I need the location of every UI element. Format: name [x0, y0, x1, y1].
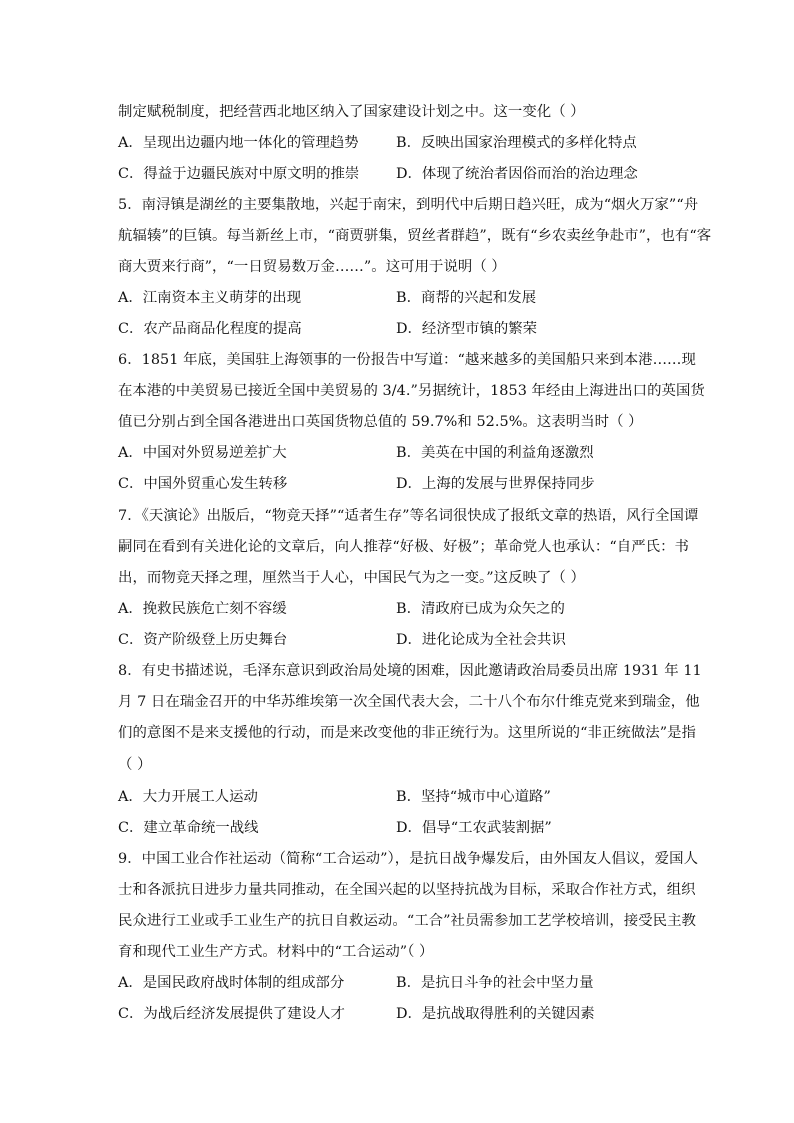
q4-option-b[interactable]: B．反映出国家治理模式的多样化特点: [396, 135, 637, 151]
q8-option-c[interactable]: C．建立革命统一战线: [118, 820, 259, 836]
q5-option-b[interactable]: B．商帮的兴起和发展: [396, 290, 537, 306]
q5-option-d[interactable]: D．经济型市镇的繁荣: [396, 321, 538, 337]
q5-stem-line-2: 航辐辏”的巨镇。每当新丝上市，“商贾骈集，贸丝者群趋”，既有“乡农卖丝争赴市”，也有“客: [118, 228, 712, 244]
q8-option-b[interactable]: B．坚持“城市中心道路”: [396, 789, 551, 805]
q8-options-row-1: [118, 787, 678, 807]
q9-stem-line-4: 育和现代工业生产方式。材料中的“工合运动”（ ）: [118, 944, 434, 960]
q4-option-c[interactable]: C．得益于边疆民族对中原文明的推崇: [118, 166, 360, 182]
q5-options-row-1: [118, 288, 678, 308]
q9-options-row-1: [118, 973, 678, 993]
q6-stem-line-3: 值已分别占到全国各港进出口英国货物总值的 59.7%和 52.5%。这表明当时（ ）: [118, 414, 643, 430]
q8-stem-line-1: 8．有史书描述说，毛泽东意识到政治局处境的困难，因此邀请政治局委员出席 1931 年 11: [118, 663, 702, 679]
q8-option-a[interactable]: A．大力开展工人运动: [118, 789, 258, 805]
q6-options-row-1: [118, 443, 678, 463]
q8-options-row-2: [118, 818, 678, 838]
q7-options-row-1: [118, 599, 678, 619]
q4-stem-tail: 制定赋税制度，把经营西北地区纳入了国家建设计划之中。这一变化（ ）: [118, 104, 585, 120]
q7-option-d[interactable]: D．进化论成为全社会共识: [396, 632, 566, 648]
q6-stem-line-2: 在本港的中美贸易已接近全国中美贸易的 3/4.”另据统计，1853 年经由上海进出口的英国货: [118, 383, 705, 399]
q9-option-a[interactable]: A．是国民政府战时体制的组成部分: [118, 975, 345, 991]
q5-options-row-2: [118, 319, 678, 339]
q9-options-row-2: [118, 1004, 678, 1024]
q7-option-b[interactable]: B．清政府已成为众矢之的: [396, 601, 565, 617]
q9-stem-line-1: 9．中国工业合作社运动（简称“工合运动”），是抗日战争爆发后，由外国友人倡议，爱国人: [118, 851, 699, 867]
q9-stem-line-2: 士和各派抗日进步力量共同推动，在全国兴起的以坚持抗战为目标，采取合作社方式，组织: [118, 882, 696, 898]
q6-option-d[interactable]: D．上海的发展与世界保持同步: [396, 476, 595, 492]
q4-options-row-1: [118, 133, 678, 153]
q7-stem-line-3: 出，而物竞天择之理，厘然当于人心，中国民气为之一变。”这反映了（ ）: [118, 570, 585, 586]
q4-option-a[interactable]: A．呈现出边疆内地一体化的管理趋势: [118, 135, 359, 151]
q7-stem-line-2: 嗣同在看到有关进化论的文章后，向人推荐“好极、好极”；革命党人也承认：“自严氏：书: [118, 539, 689, 555]
q9-stem-line-3: 民众进行工业或手工业生产的抗日自救运动。“工合”社员需参加工艺学校培训，接受民主教: [118, 913, 697, 929]
q7-option-a[interactable]: A．挽救民族危亡刻不容缓: [118, 601, 287, 617]
q7-option-c[interactable]: C．资产阶级登上历史舞台: [118, 632, 288, 648]
q7-stem-line-1: 7．《天演论》出版后，“物竞天择”“适者生存”等名词很快成了报纸文章的热语，风行全国谭: [118, 508, 699, 524]
q7-options-row-2: [118, 630, 678, 650]
q8-option-d[interactable]: D．倡导“工农武装割据”: [396, 820, 552, 836]
q4-options-row-2: [118, 164, 678, 184]
q6-options-row-2: [118, 474, 678, 494]
q8-stem-line-2: 月 7 日在瑞金召开的中华苏维埃第一次全国代表大会，二十八个布尔什维克党来到瑞金，他: [118, 694, 700, 710]
q6-stem-line-1: 6．1851 年底，美国驻上海领事的一份报告中写道：“越来越多的美国船只来到本港……现: [118, 352, 696, 368]
q5-option-c[interactable]: C．农产品商品化程度的提高: [118, 321, 302, 337]
q5-stem-line-1: 5．南浔镇是湖丝的主要集散地，兴起于南宋，到明代中后期日趋兴旺，成为“烟火万家”“舟: [118, 197, 699, 213]
q5-stem-line-3: 商大贾来行商”，“一日贸易数万金……”。这可用于说明（ ）: [118, 259, 506, 275]
q9-option-d[interactable]: D．是抗战取得胜利的关键因素: [396, 1006, 595, 1022]
q5-option-a[interactable]: A．江南资本主义萌芽的出现: [118, 290, 302, 306]
q8-stem-line-4: （ ）: [118, 757, 152, 773]
q8-stem-line-3: 们的意图不是来支援他的行动，而是来改变他的非正统行为。这里所说的“非正统做法”是指: [118, 725, 697, 741]
q6-option-a[interactable]: A．中国对外贸易逆差扩大: [118, 445, 287, 461]
q6-option-c[interactable]: C．中国外贸重心发生转移: [118, 476, 288, 492]
q9-option-c[interactable]: C．为战后经济发展提供了建设人才: [118, 1006, 345, 1022]
q9-option-b[interactable]: B．是抗日斗争的社会中坚力量: [396, 975, 594, 991]
q4-option-d[interactable]: D．体现了统治者因俗而治的治边理念: [396, 166, 638, 182]
q6-option-b[interactable]: B．美英在中国的利益角逐激烈: [396, 445, 594, 461]
